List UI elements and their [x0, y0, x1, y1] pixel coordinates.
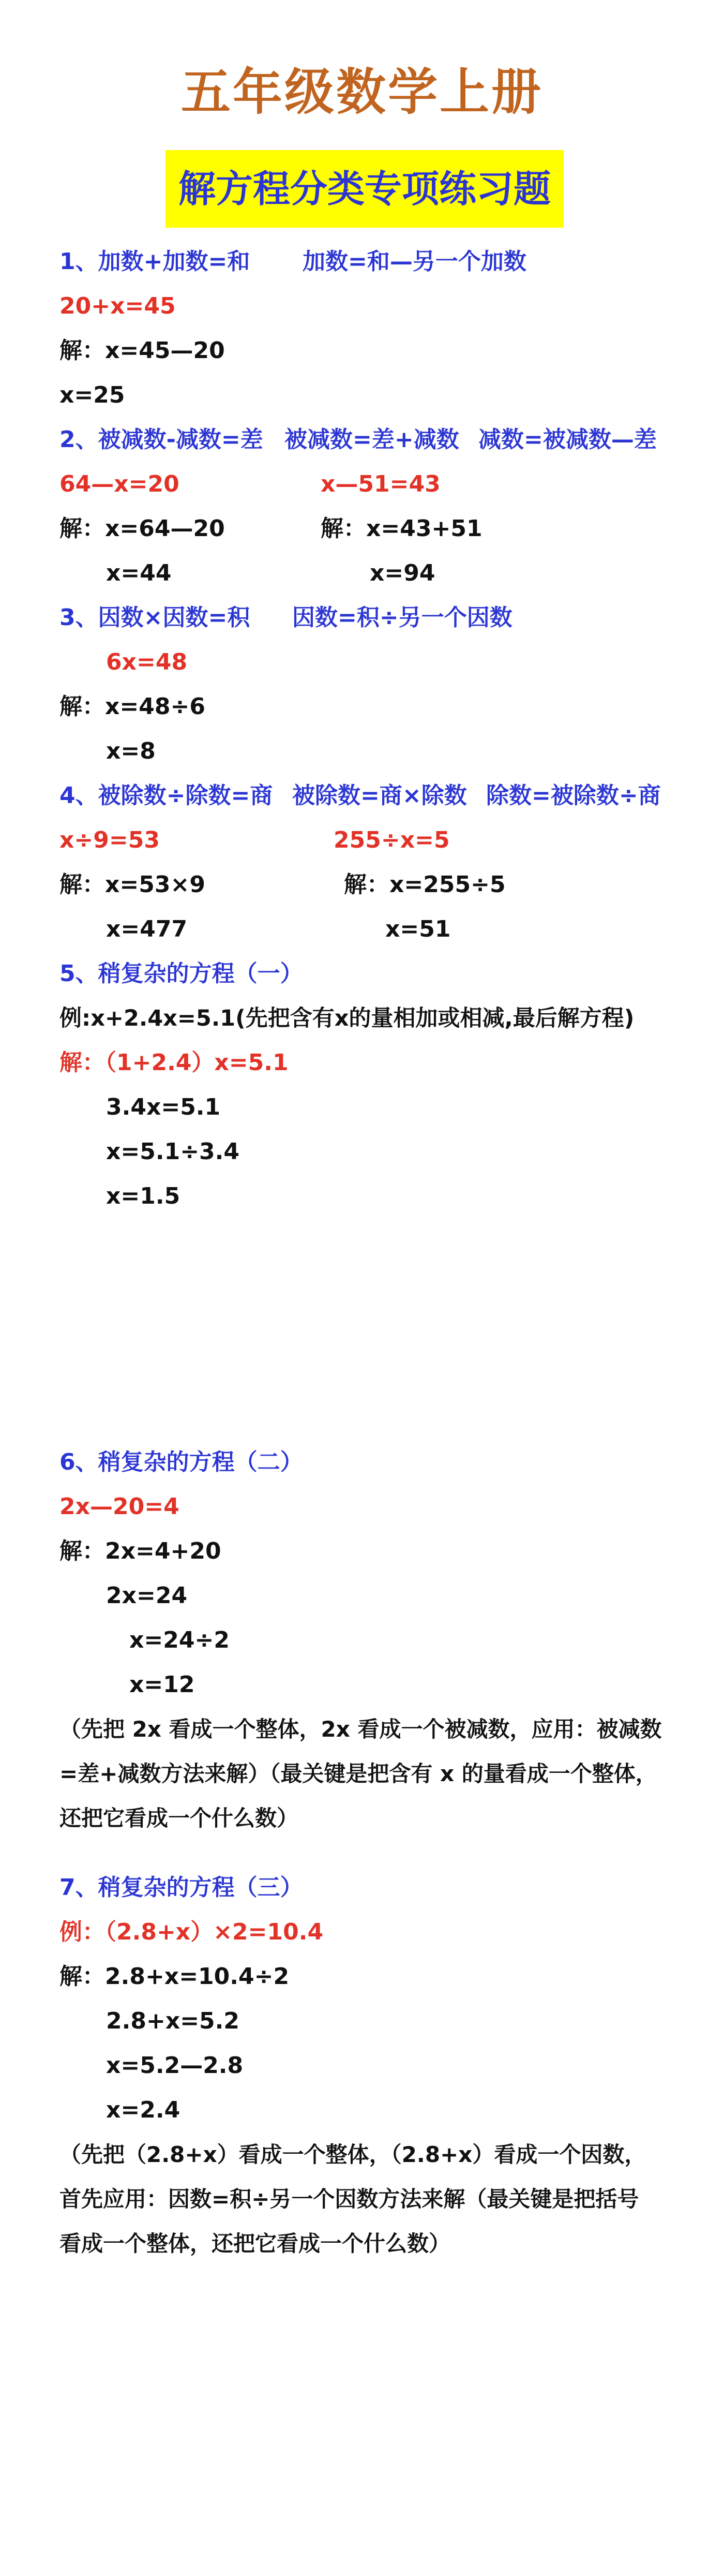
section1-rule: 加数=和—另一个加数 [303, 248, 526, 275]
section7-step2: 2.8+x=5.2 [106, 2008, 240, 2034]
section2-right-example: x—51=43 [321, 471, 441, 497]
section6-step3: x=24÷2 [129, 1627, 230, 1653]
section1-step1: 解：x=45—20 [59, 337, 225, 364]
section2-rule2: 减数=被减数—差 [478, 426, 657, 453]
section4-right-example: 255÷x=5 [334, 827, 450, 853]
section2-rule1: 被减数=差+减数 [284, 426, 459, 453]
section3-step1: 解：x=48÷6 [59, 693, 205, 720]
section4-rule1: 被除数=商×除数 [292, 782, 467, 809]
section1-example: 20+x=45 [59, 293, 176, 319]
section5-solution: 解：（1+2.4）x=5.1 [59, 1049, 289, 1076]
section7-note-line2: 首先应用：因数=积÷另一个因数方法来解（最关键是把括号 [59, 2186, 639, 2212]
section3-rule: 因数=积÷另一个因数 [292, 604, 512, 631]
page-subtitle: 解方程分类专项练习题 [178, 167, 551, 211]
section2-right-step1: 解：x=43+51 [321, 515, 482, 542]
section4-left-step2: x=477 [106, 916, 188, 942]
section2-heading: 2、被减数-减数=差 [59, 426, 263, 453]
section3-heading: 3、因数×因数=积 [59, 604, 250, 631]
subtitle-highlight [165, 150, 564, 228]
section3-example: 6x=48 [106, 649, 188, 675]
section7-note-line3: 看成一个整体，还把它看成一个什么数） [59, 2231, 451, 2256]
section6-example: 2x—20=4 [59, 1493, 179, 1520]
section6-step2: 2x=24 [106, 1582, 188, 1609]
section7-step4: x=2.4 [106, 2097, 180, 2123]
section4-right-step2: x=51 [385, 916, 451, 942]
section4-heading: 4、被除数÷除数=商 [59, 782, 273, 809]
section4-left-step1: 解：x=53×9 [59, 871, 205, 898]
section2-left-example: 64—x=20 [59, 471, 179, 497]
section6-step4: x=12 [129, 1671, 195, 1698]
section7-step1: 解：2.8+x=10.4÷2 [59, 1963, 290, 1990]
section5-step1: 3.4x=5.1 [106, 1094, 221, 1120]
section4-left-example: x÷9=53 [59, 827, 160, 853]
section6-step1: 解：2x=4+20 [59, 1538, 221, 1564]
page-title: 五年级数学上册 [181, 63, 543, 121]
section5-step3: x=1.5 [106, 1183, 180, 1209]
section7-note-line1: （先把（2.8+x）看成一个整体，（2.8+x）看成一个因数， [59, 2142, 646, 2167]
section6-note-line2: =差+减数方法来解）（最关键是把含有 x 的量看成一个整体， [59, 1761, 657, 1786]
section5-step2: x=5.1÷3.4 [106, 1138, 240, 1165]
section4-right-step1: 解：x=255÷5 [344, 871, 506, 898]
section4-rule2: 除数=被除数÷商 [486, 782, 661, 809]
section3-step2: x=8 [106, 738, 156, 764]
section5-heading: 5、稍复杂的方程（一） [59, 960, 303, 987]
section6-heading: 6、稍复杂的方程（二） [59, 1449, 303, 1475]
section1-step2: x=25 [59, 382, 125, 408]
section2-left-step2: x=44 [106, 560, 172, 586]
section6-note-line1: （先把 2x 看成一个整体，2x 看成一个被减数，应用：被减数 [59, 1716, 662, 1742]
section1-heading: 1、加数+加数=和 [59, 248, 250, 275]
section7-heading: 7、稍复杂的方程（三） [59, 1874, 303, 1901]
section5-example: 例:x+2.4x=5.1(先把含有x的量相加或相减,最后解方程) [59, 1005, 635, 1031]
section2-left-step1: 解：x=64—20 [59, 515, 225, 542]
section2-right-step2: x=94 [370, 560, 435, 586]
section7-step3: x=5.2—2.8 [106, 2052, 244, 2079]
section7-example: 例：（2.8+x）×2=10.4 [59, 1919, 324, 1945]
section6-note-line3: 还把它看成一个什么数） [59, 1805, 299, 1831]
